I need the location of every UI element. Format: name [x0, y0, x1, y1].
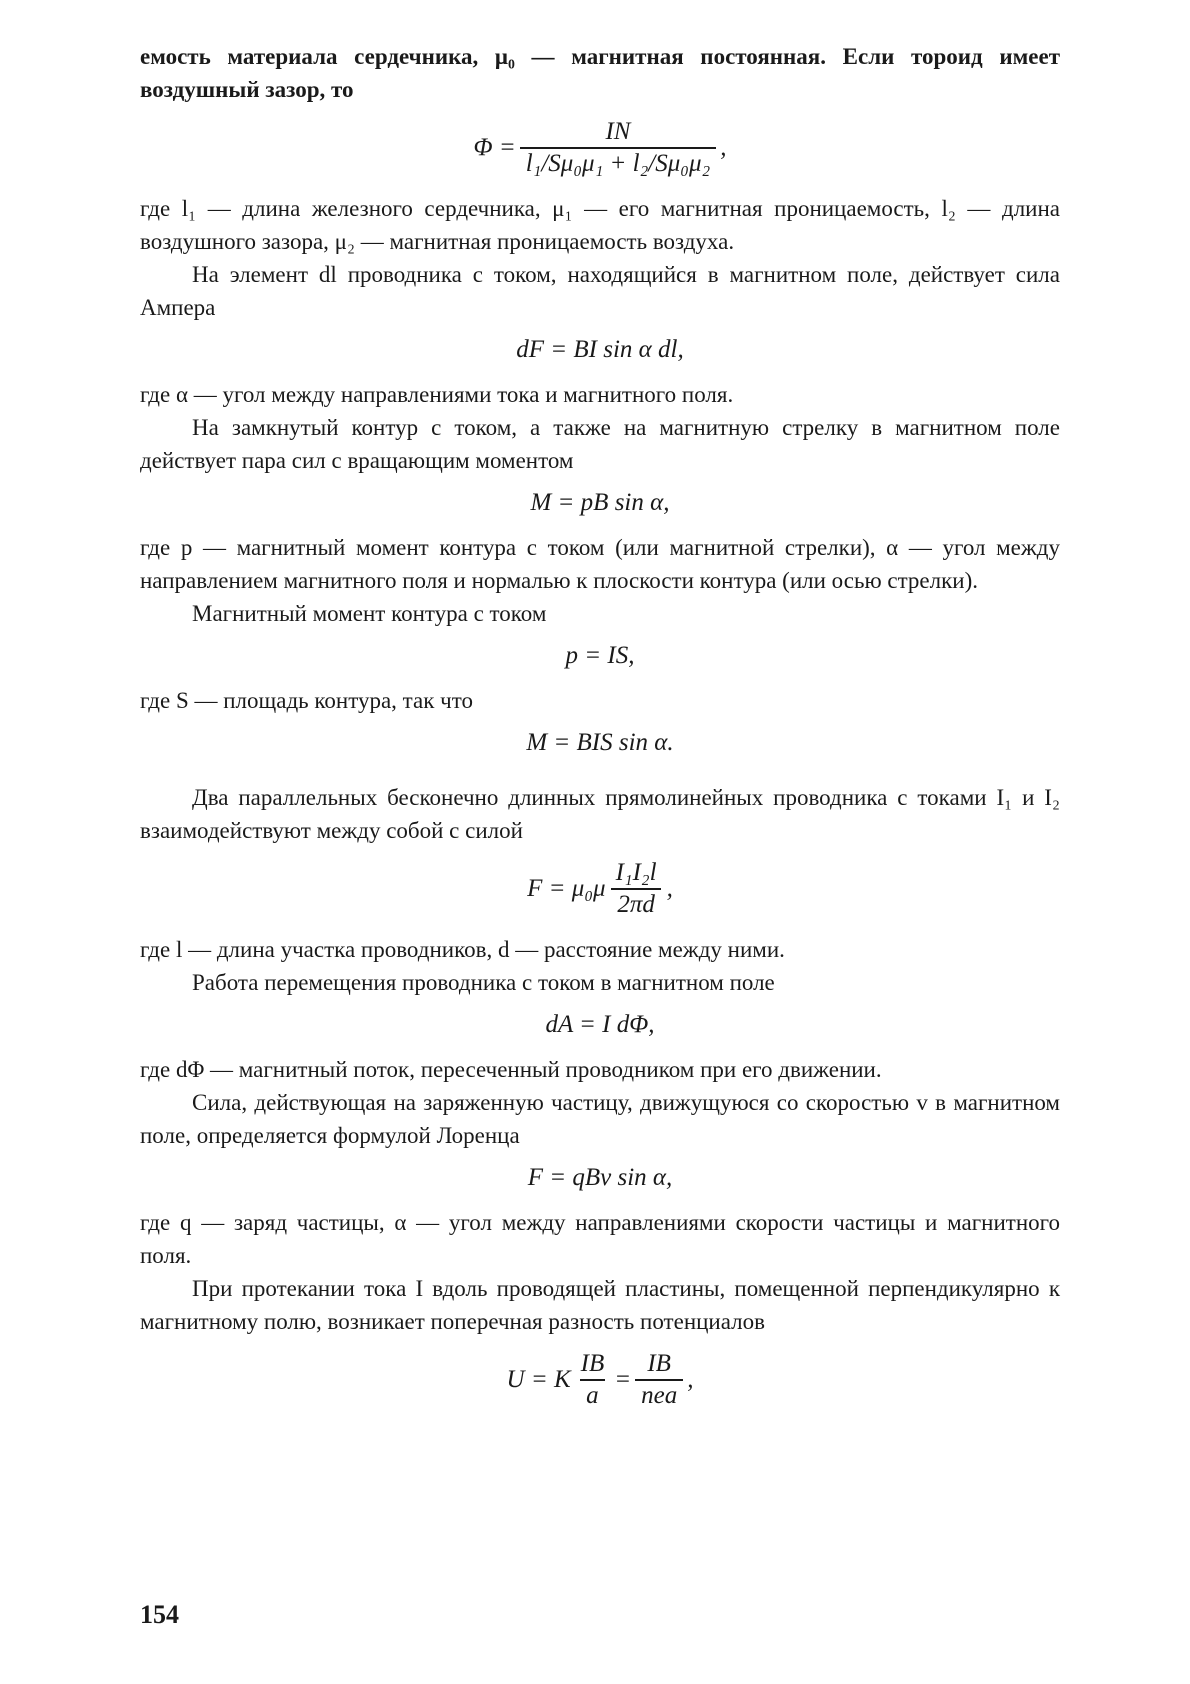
denominator: a — [580, 1379, 605, 1411]
page-number: 154 — [140, 1600, 179, 1629]
paragraph-12: где dΦ — магнитный поток, пересеченный проводником при его движении. — [140, 1057, 882, 1082]
formula-lhs: F = μ₀μ — [527, 875, 606, 902]
formula-tail: , — [666, 875, 673, 902]
paragraph-6: где p — магнитный момент контура с током (или магнитной стрелки), α — угол между направлением магнитного поля и нормалью к плоскости контура (или осью стрелки). — [140, 535, 1060, 593]
denominator: 2πd — [611, 888, 661, 920]
paragraph-8: где S — площадь контура, так что — [140, 688, 473, 713]
paragraph-7: Магнитный момент контура с током — [192, 601, 547, 626]
paragraph-3: На элемент dl проводника с током, находящийся в магнитном поле, действует сила Ампера — [140, 262, 1060, 320]
formula-lhs: U = K — [506, 1366, 571, 1393]
paragraph-1: емость материала сердечника, μ₀ — магнитная постоянная. Если тороид имеет воздушный зазор, то — [140, 44, 1060, 102]
paragraph-2: где l₁ — длина железного сердечника, μ₁ — его магнитная проницаемость, l₂ — длина воздушного зазора, μ₂ — магнитная проницаемость воздуха. — [140, 196, 1060, 254]
formula-parallel-wires — [140, 849, 1060, 929]
numerator: IN — [605, 118, 631, 145]
denominator: nea — [635, 1379, 683, 1411]
formula-tail: , — [720, 134, 727, 161]
formula-tail: , — [687, 1366, 694, 1393]
formula-torque: M = pB sin α, — [530, 489, 670, 516]
formula-lorentz: F = qBv sin α, — [527, 1164, 673, 1191]
formula-hall-voltage — [140, 1340, 1060, 1420]
formula-lhs: Φ = — [473, 134, 516, 161]
page-body — [140, 40, 1060, 1424]
paragraph-14: где q — заряд частицы, α — угол между направлениями скорости частицы и магнитного поля. — [140, 1210, 1060, 1268]
fraction-1 — [575, 1349, 611, 1411]
fraction — [610, 858, 663, 920]
numerator: IB — [580, 1350, 605, 1377]
fraction-2 — [635, 1349, 683, 1411]
denominator: l₁/Sμ₀μ₁ + l₂/Sμ₀μ₂ — [520, 147, 717, 179]
paragraph-4: где α — угол между направлениями тока и магнитного поля. — [140, 382, 734, 407]
formula-torque-expanded: M = BIS sin α. — [526, 729, 674, 756]
fraction — [520, 117, 717, 179]
numerator: IB — [647, 1350, 671, 1377]
paragraph-15: При протекании тока I вдоль проводящей пластины, помещенной перпендикулярно к магнитному полю, возникает поперечная разность потенциалов — [140, 1276, 1060, 1334]
paragraph-5: На замкнутый контур с током, а также на магнитную стрелку в магнитном поле действует пара сил с вращающим моментом — [140, 415, 1060, 473]
formula-magnetic-moment: p = IS, — [565, 642, 635, 669]
formula-work: dA = I dΦ, — [545, 1011, 655, 1038]
paragraph-9: Два параллельных бесконечно длинных прямолинейных проводника с токами I₁ и I₂ взаимодействуют между собой с силой — [140, 785, 1060, 843]
formula-toroid-flux — [140, 108, 1060, 188]
paragraph-11: Работа перемещения проводника с током в магнитном поле — [192, 970, 775, 995]
paragraph-10: где l — длина участка проводников, d — расстояние между ними. — [140, 937, 785, 962]
numerator: I₁I₂l — [615, 859, 657, 886]
equals-sign: = — [614, 1366, 632, 1393]
formula-ampere-force: dF = BI sin α dl, — [516, 336, 684, 363]
paragraph-13: Сила, действующая на заряженную частицу, движущуюся со скоростью v в магнитном поле, определяется формулой Лоренца — [140, 1090, 1060, 1148]
